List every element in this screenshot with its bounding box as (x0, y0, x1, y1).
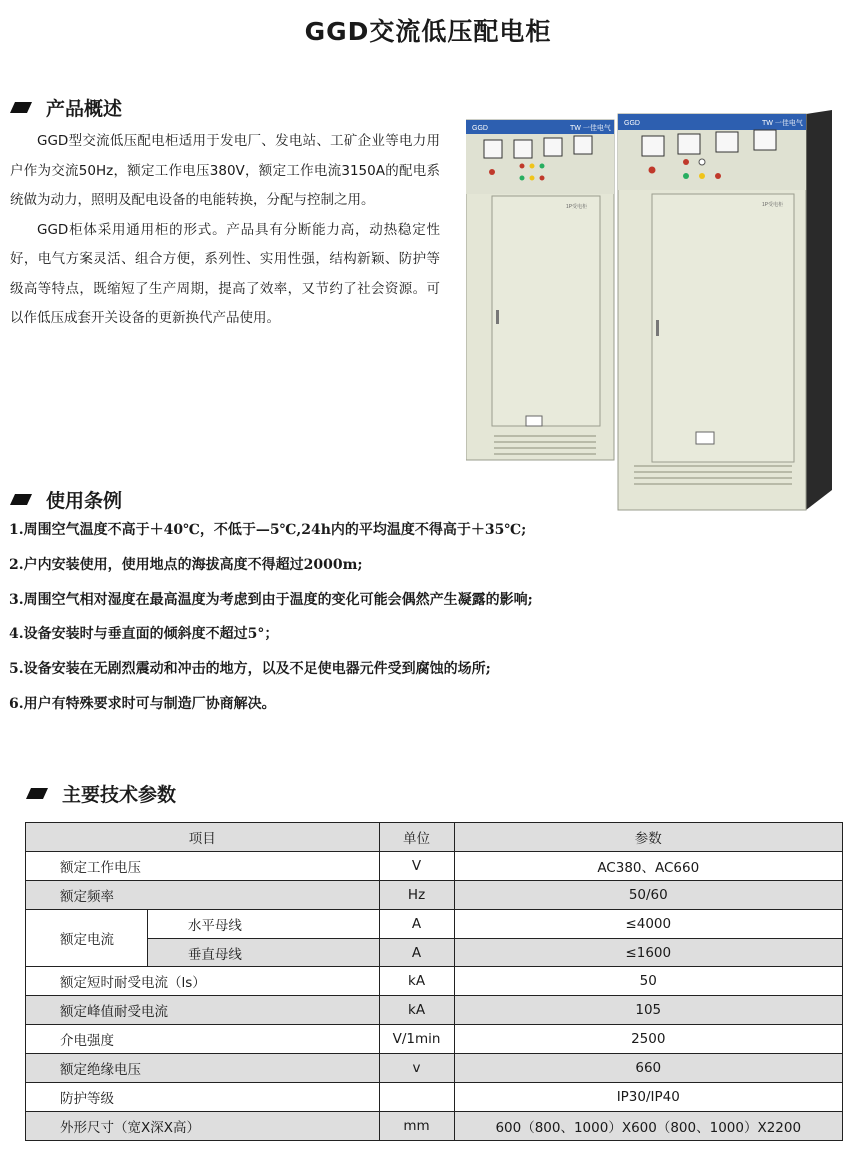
table-row (26, 967, 843, 996)
spec-item: 额定频率 (26, 880, 380, 909)
spec-unit: A (379, 909, 454, 938)
column-header-value: 参数 (454, 823, 842, 852)
specs-heading (26, 780, 176, 807)
column-header-item: 项目 (26, 823, 380, 852)
spec-subitem: 垂直母线 (147, 938, 379, 967)
conditions-list (9, 516, 849, 725)
spec-value: AC380、AC660 (454, 851, 842, 880)
spec-unit: Hz (379, 880, 454, 909)
table-row (26, 851, 843, 880)
condition-item: 3.周围空气相对湿度在最高温度为考虑到由于温度的变化可能会偶然产生凝露的影响; (9, 591, 533, 608)
spec-value: 50/60 (454, 880, 842, 909)
condition-item: 6.用户有特殊要求时可与制造厂协商解决。 (9, 695, 276, 712)
spec-value: ≤4000 (454, 909, 842, 938)
spec-value: 105 (454, 996, 842, 1025)
section-marker-icon (10, 102, 32, 113)
spec-unit: kA (379, 967, 454, 996)
table-row (26, 938, 843, 967)
table-row (26, 1025, 843, 1054)
spec-value: IP30/IP40 (454, 1083, 842, 1112)
right-cabinet-tag: GGD (624, 120, 640, 127)
condition-item: 2.户内安装使用，使用地点的海拔高度不得超过2000m; (9, 556, 363, 573)
table-row (26, 909, 843, 938)
table-row (26, 1054, 843, 1083)
overview-heading-text: 产品概述 (46, 98, 123, 120)
overview-paragraph-2: GGD柜体采用通用柜的形式。产品具有分断能力高，动热稳定性好，电气方案灵活、组合方便，系列性、实用性强，结构新颖、防护等级高等特点，既缩短了生产周期，提高了效率，又节约了社会资源。可以作低压成套开关设备的更新换代产品使用。 (10, 221, 440, 326)
spec-value: 2500 (454, 1025, 842, 1054)
overview-text (10, 127, 440, 334)
spec-unit: kA (379, 996, 454, 1025)
spec-item: 介电强度 (26, 1025, 380, 1054)
table-row (26, 996, 843, 1025)
section-marker-icon (10, 494, 32, 505)
spec-table (25, 822, 843, 1141)
conditions-heading-text: 使用条例 (46, 490, 123, 512)
overview-heading (10, 94, 122, 121)
left-door-label: 1P受电柜 (566, 204, 588, 210)
spec-item: 外形尺寸（宽X深X高） (26, 1111, 380, 1140)
spec-unit: V/1min (379, 1025, 454, 1054)
table-header-row (26, 823, 843, 852)
spec-item: 额定电流 (26, 909, 148, 967)
table-row (26, 880, 843, 909)
condition-item: 5.设备安装在无剧烈震动和冲击的地方，以及不足使电器元件受到腐蚀的场所; (9, 661, 491, 678)
spec-item: 防护等级 (26, 1083, 380, 1112)
right-cabinet-logo: TW 一佳电气 (762, 120, 803, 127)
condition-item: 4.设备安装时与垂直面的倾斜度不超过5°； (9, 626, 279, 643)
left-cabinet (466, 120, 614, 460)
spec-item: 额定短时耐受电流（ls） (26, 967, 380, 996)
spec-unit: v (379, 1054, 454, 1083)
column-header-unit: 单位 (379, 823, 454, 852)
spec-item: 额定峰值耐受电流 (26, 996, 380, 1025)
table-row (26, 1083, 843, 1112)
section-marker-icon (26, 788, 48, 799)
left-cabinet-logo: TW 一佳电气 (570, 125, 611, 132)
spec-subitem: 水平母线 (147, 909, 379, 938)
right-door-label: 1P受电柜 (762, 202, 784, 208)
spec-item: 额定工作电压 (26, 851, 380, 880)
table-row (26, 1111, 843, 1140)
spec-unit: V (379, 851, 454, 880)
spec-unit (379, 1083, 454, 1112)
spec-unit: A (379, 938, 454, 967)
conditions-heading (10, 486, 122, 513)
overview-paragraph-1: GGD型交流低压配电柜适用于发电厂、发电站、工矿企业等电力用户作为交流50Hz，额定工作电压380V，额定工作电流3150A的配电系统做为动力，照明及配电设备的电能转换，分配与控制之用。 (10, 133, 440, 208)
spec-value: 50 (454, 967, 842, 996)
spec-value: ≤1600 (454, 938, 842, 967)
spec-unit: mm (379, 1111, 454, 1140)
spec-item: 额定绝缘电压 (26, 1054, 380, 1083)
spec-value: 600（800、1000）X600（800、1000）X2200 (454, 1111, 842, 1140)
cabinet-side-panel (806, 110, 832, 510)
spec-value: 660 (454, 1054, 842, 1083)
ggd-cabinet-image (466, 100, 832, 520)
condition-item: 1.周围空气温度不高于＋40℃，不低于—5℃,24h内的平均温度不得高于＋35℃; (9, 522, 527, 538)
left-cabinet-tag: GGD (472, 125, 488, 132)
right-cabinet (618, 114, 806, 510)
specs-heading-text: 主要技术参数 (62, 784, 177, 806)
page-title: GGD交流低压配电柜 (304, 17, 552, 46)
